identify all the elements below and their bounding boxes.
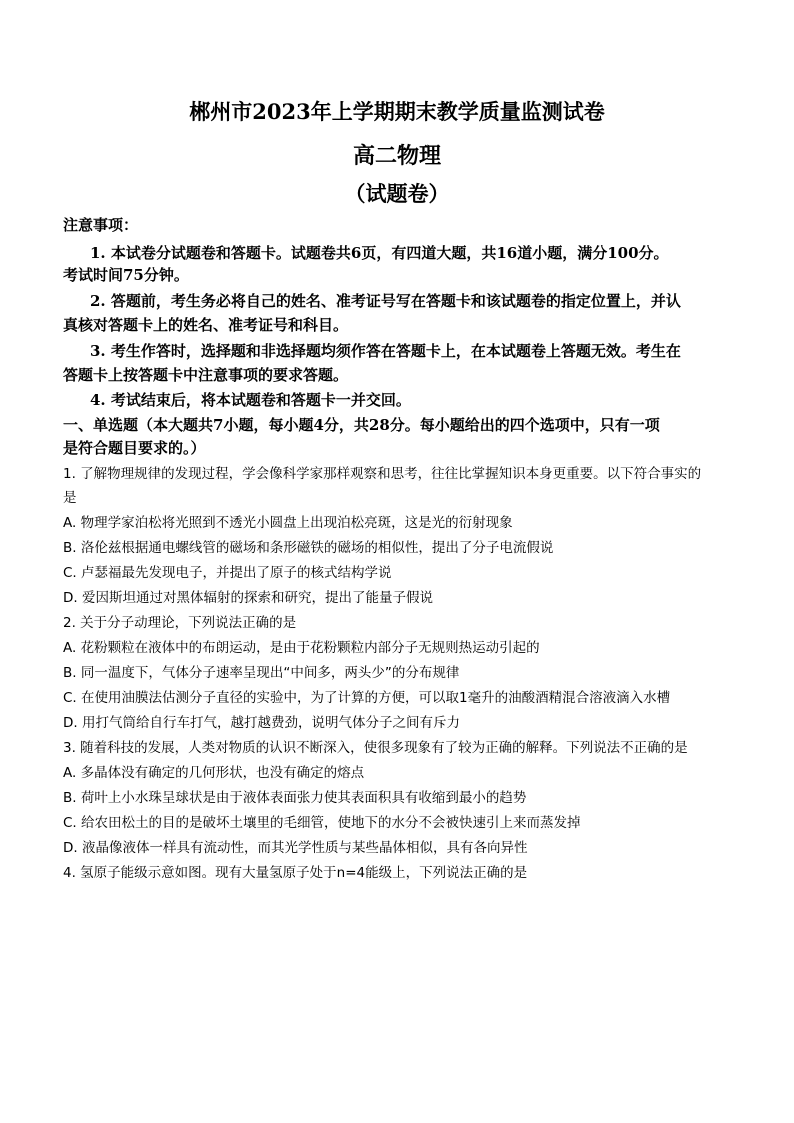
notice-item-1: 1. 本试卷分试题卷和答题卡。试题卷共6页，有四道大题，共16道小题，满分100分。: [90, 244, 669, 262]
notice-item-3-cont: 答题卡上按答题卡中注意事项的要求答题。: [63, 366, 349, 384]
section-heading-cont: 是符合题目要求的。）: [63, 439, 206, 457]
question-1-stem: 1. 了解物理规律的发现过程，学会像科学家那样观察和思考，往往比掌握知识本身更重要。以下符合事实的: [63, 466, 702, 482]
question-2-stem: 2. 关于分子动理论，下列说法正确的是: [63, 615, 297, 631]
question-2-option-a: A. 花粉颗粒在液体中的布朗运动，是由于花粉颗粒内部分子无规则热运动引起的: [63, 640, 540, 656]
notice-item-1-cont: 考试时间75分钟。: [63, 266, 189, 284]
paper-type: （试题卷）: [344, 181, 450, 206]
notice-item-4: 4. 考试结束后，将本试题卷和答题卡一并交回。: [90, 391, 411, 409]
question-1-stem-cont: 是: [63, 490, 77, 506]
question-3-option-b: B. 荷叶上小水珠呈球状是由于液体表面张力使其表面积具有收缩到最小的趋势: [63, 790, 527, 806]
question-3-option-c: C. 给农田松土的目的是破坏土壤里的毛细管，使地下的水分不会被快速引上来而蒸发掉: [63, 815, 581, 831]
question-2-option-c: C. 在使用油膜法估测分子直径的实验中，为了计算的方便，可以取1毫升的油酸酒精混合溶液滴入水槽: [63, 690, 671, 706]
exam-title: 郴州市2023年上学期期末教学质量监测试卷: [189, 99, 605, 124]
notice-heading: 注意事项：: [63, 216, 139, 234]
section-heading: 一、单选题（本大题共7小题，每小题4分，共28分。每小题给出的四个选项中，只有一项: [63, 416, 660, 434]
question-3-option-a: A. 多晶体没有确定的几何形状，也没有确定的熔点: [63, 765, 365, 781]
question-2-option-b: B. 同一温度下，气体分子速率呈现出“中间多，两头少”的分布规律: [63, 665, 460, 681]
exam-subject: 高二物理: [352, 143, 441, 169]
notice-item-3: 3. 考生作答时，选择题和非选择题均须作答在答题卡上，在本试题卷上答题无效。考生在: [90, 342, 681, 360]
question-1-option-b: B. 洛伦兹根据通电螺线管的磁场和条形磁铁的磁场的相似性，提出了分子电流假说: [63, 540, 554, 556]
question-1-option-d: D. 爱因斯坦通过对黑体辐射的探索和研究，提出了能量子假说: [63, 590, 433, 606]
question-3-stem: 3. 随着科技的发展，人类对物质的认识不断深入，使很多现象有了较为正确的解释。下列说法不正确的是: [63, 740, 688, 756]
notice-item-2-cont: 真核对答题卡上的姓名、准考证号和科目。: [63, 316, 349, 334]
question-3-option-d: D. 液晶像液体一样具有流动性，而其光学性质与某些晶体相似，具有各向异性: [63, 840, 528, 856]
question-2-option-d: D. 用打气筒给自行车打气，越打越费劲，说明气体分子之间有斥力: [63, 715, 460, 731]
notice-item-2: 2. 答题前，考生务必将自己的姓名、准考证号写在答题卡和该试题卷的指定位置上，并认: [90, 292, 681, 310]
question-1-option-c: C. 卢瑟福最先发现电子，并提出了原子的核式结构学说: [63, 565, 392, 581]
question-4-stem: 4. 氢原子能级示意如图。现有大量氢原子处于n=4能级上，下列说法正确的是: [63, 865, 528, 881]
question-1-option-a: A. 物理学家泊松将光照到不透光小圆盘上出现泊松亮斑，这是光的衍射现象: [63, 515, 513, 531]
